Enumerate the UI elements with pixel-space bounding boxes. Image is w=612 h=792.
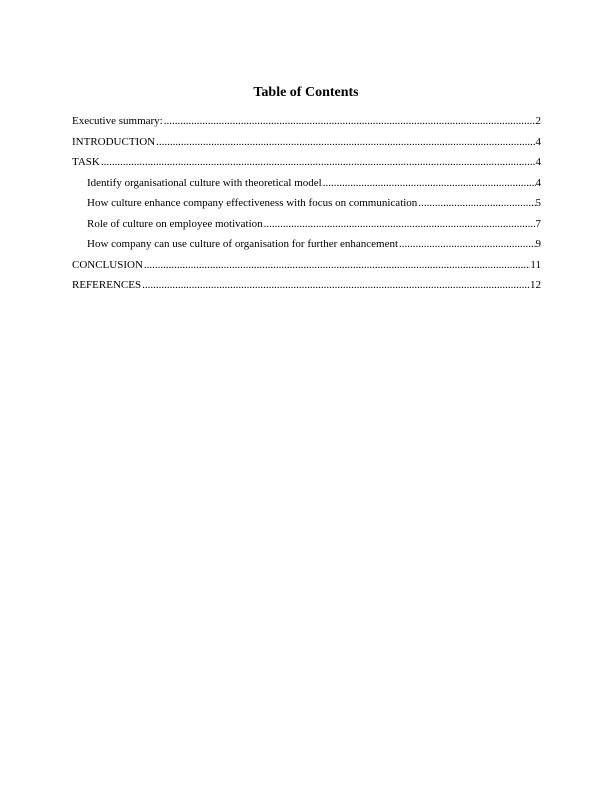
toc-title: Table of Contents [253,85,359,100]
toc-entry-label: TASK [72,156,100,168]
toc-entry-label: Identify organisational culture with theoretical model [87,176,322,189]
toc-entry-references[interactable] [72,278,541,299]
toc-entry-label: How culture enhance company effectiveness with focus on communication [87,197,418,209]
toc-entry-page-number: 4 [535,135,541,148]
toc-entry-label: CONCLUSION [72,258,143,271]
toc-entry-conclusion[interactable] [72,258,541,279]
toc-entry-label: INTRODUCTION [72,135,156,148]
toc-entry-executive-summary[interactable] [72,114,541,135]
toc-entry-page-number: 12 [530,279,541,291]
toc-dot-leader [142,278,530,292]
toc-dot-leader [156,135,535,149]
toc-entry-page-number: 4 [535,176,541,189]
toc-entry-label: Executive summary: [72,115,163,127]
toc-entry-label: REFERENCES [72,279,142,291]
toc-entry-label: How company can use culture of organisation for further enhancement [87,238,399,250]
toc-list [72,114,541,299]
toc-entry-identify-culture[interactable] [72,176,541,197]
toc-dot-leader [418,196,535,210]
toc-dot-leader [144,258,531,272]
toc-dot-leader [399,237,535,251]
toc-entry-page-number: 11 [530,258,541,271]
toc-entry-culture-motivation[interactable] [72,217,541,238]
toc-dot-leader [101,155,536,169]
toc-dot-leader [323,176,536,190]
toc-entry-label: Role of culture on employee motivation [87,217,263,230]
toc-dot-leader [264,217,536,231]
toc-entry-task[interactable] [72,155,541,176]
toc-entry-page-number: 5 [535,197,541,209]
toc-dot-leader [164,114,536,128]
toc-entry-page-number: 7 [535,217,541,230]
toc-entry-culture-effectiveness[interactable] [72,196,541,217]
toc-entry-introduction[interactable] [72,135,541,156]
toc-entry-culture-enhancement[interactable] [72,237,541,258]
toc-entry-page-number: 9 [535,238,541,250]
toc-entry-page-number: 2 [535,115,541,127]
toc-entry-page-number: 4 [535,156,541,168]
